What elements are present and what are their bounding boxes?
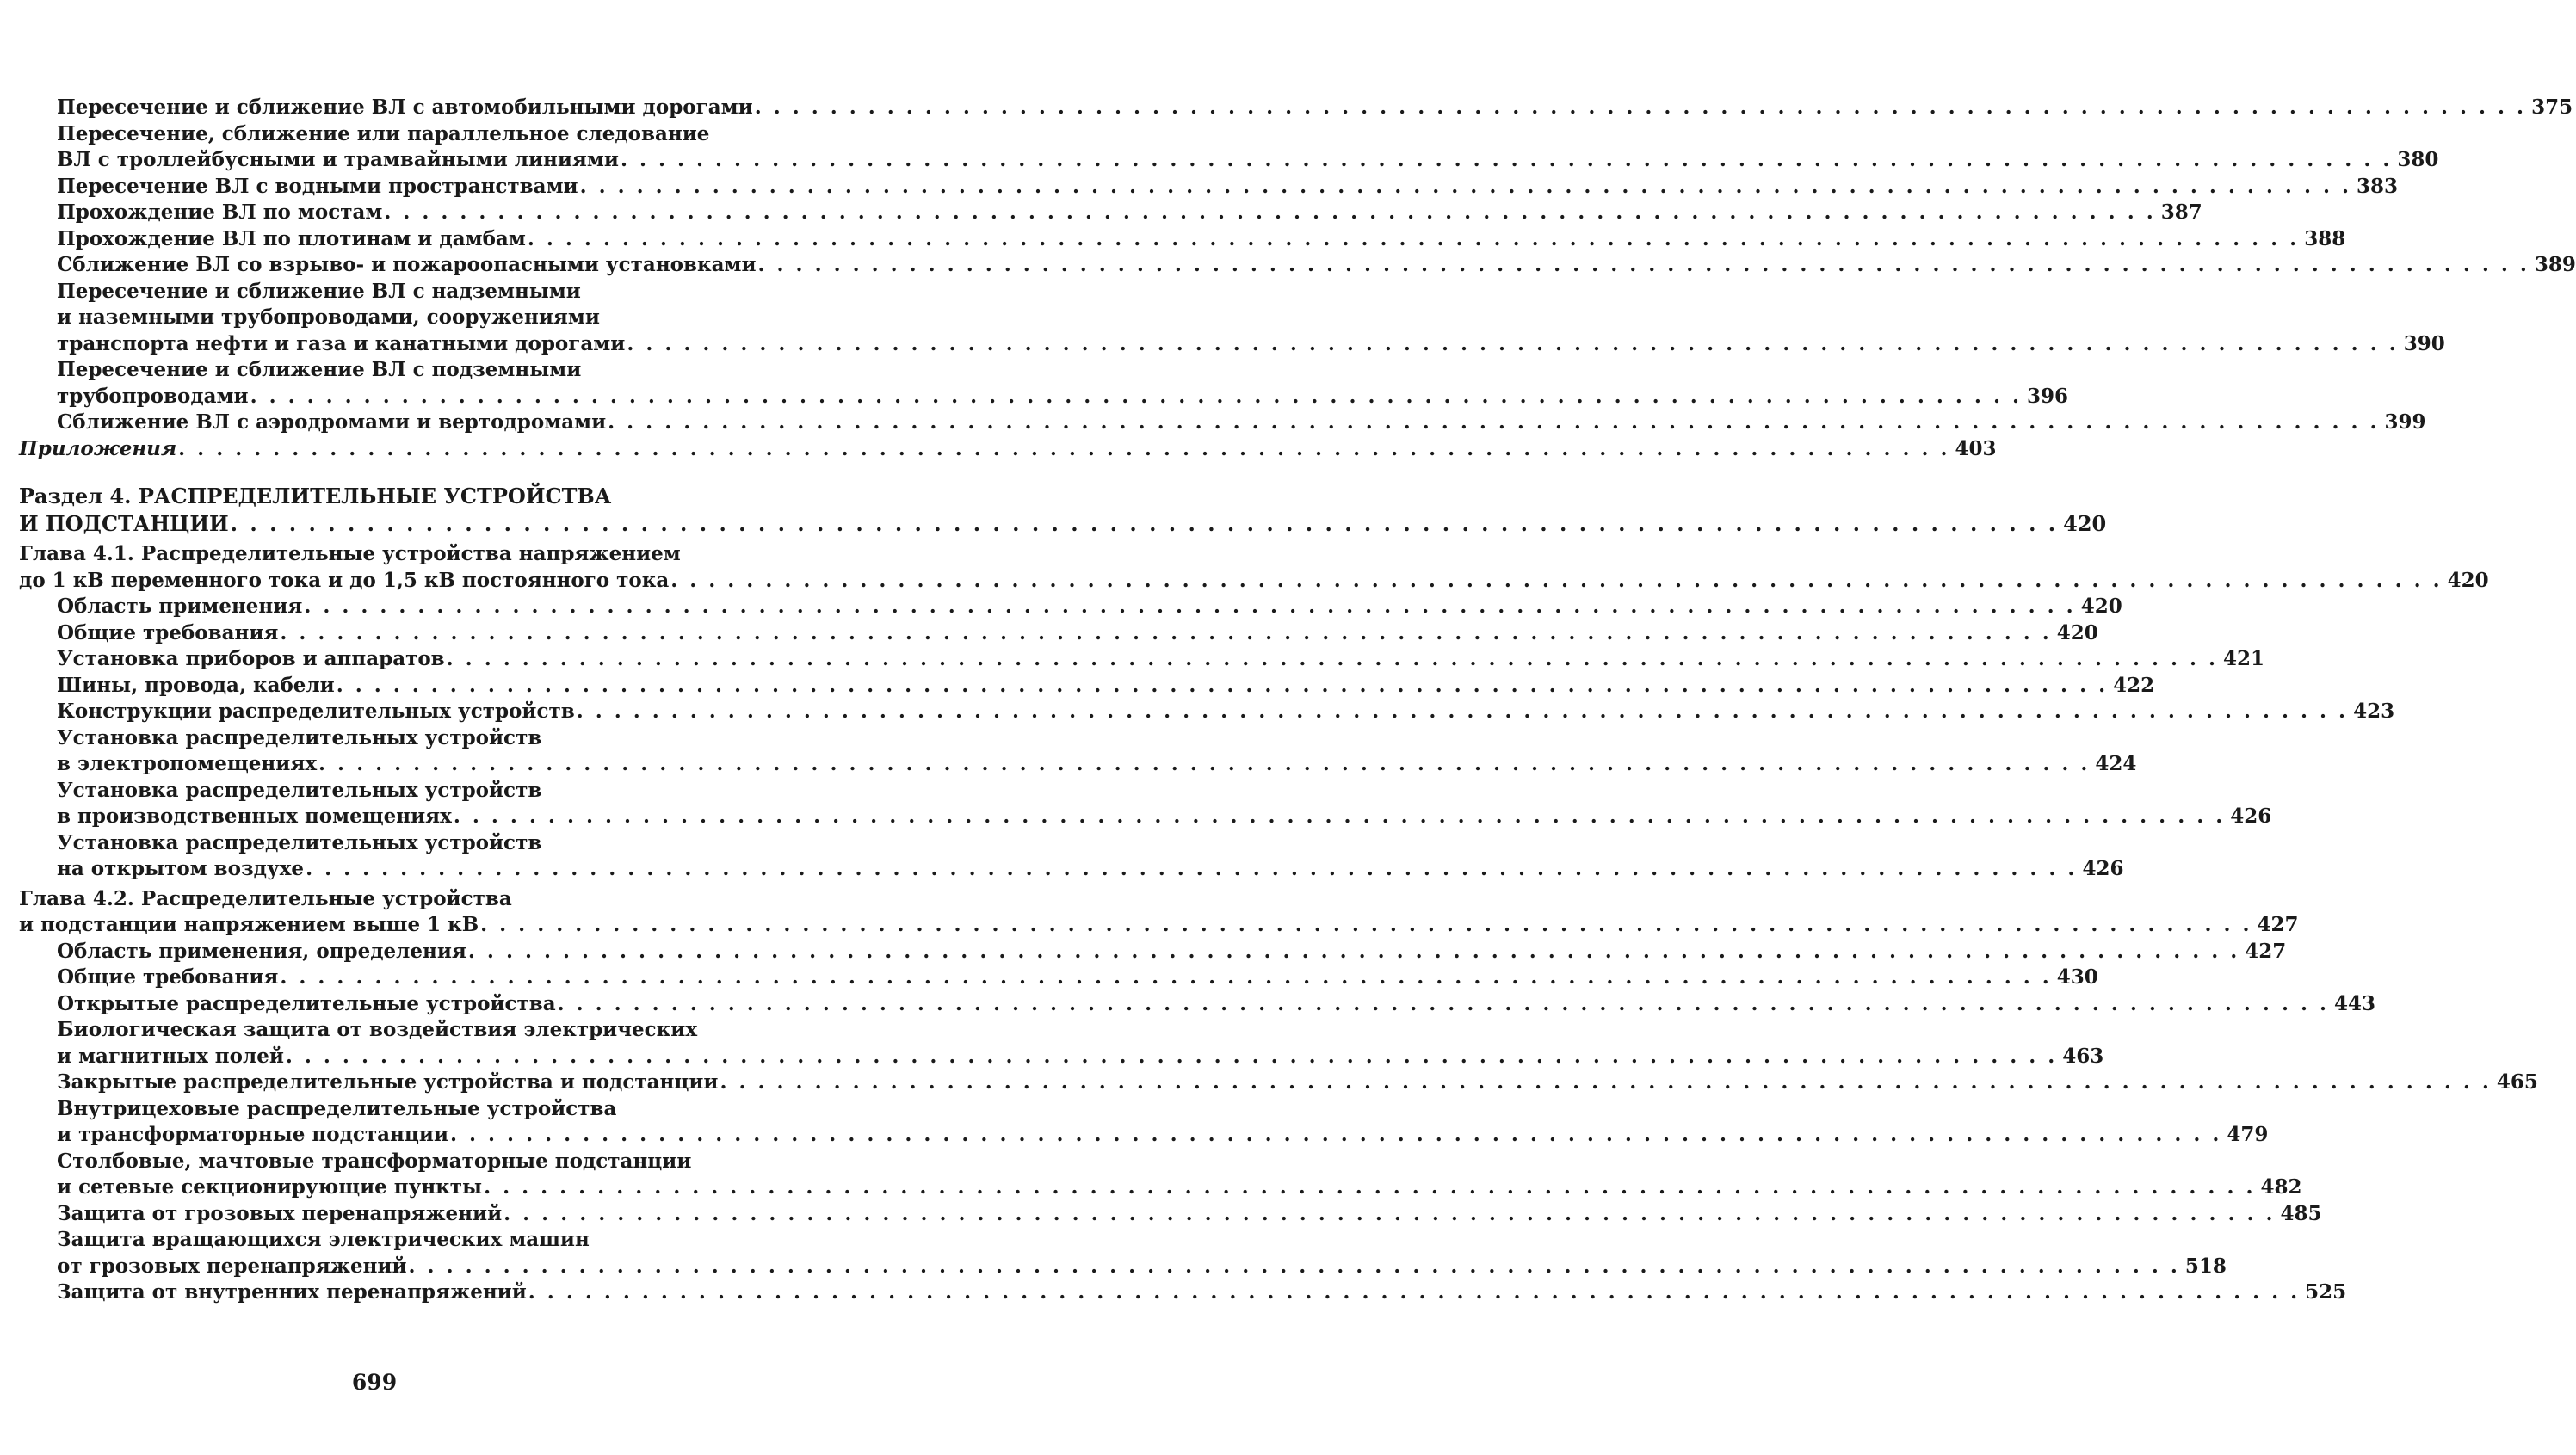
toc-subentry[interactable] bbox=[19, 1201, 2322, 1228]
toc-page-number: 403 bbox=[1955, 436, 1997, 460]
toc-entry-final-line bbox=[57, 856, 2124, 883]
toc-entry-title-line: Глава 4.1. Распределительные устройства напряжением bbox=[19, 542, 681, 565]
toc-page-number: 420 bbox=[2447, 568, 2489, 592]
toc-page-number: 426 bbox=[2230, 805, 2272, 828]
toc-section-heading[interactable] bbox=[19, 483, 2107, 538]
toc-page-number: 427 bbox=[2257, 913, 2299, 936]
toc-entry-title: И ПОДСТАНЦИИ bbox=[19, 511, 229, 536]
toc-entry-final-line bbox=[57, 1122, 2269, 1149]
toc-entry-final-line bbox=[57, 95, 2573, 121]
toc-subentry[interactable] bbox=[19, 1227, 2227, 1279]
dot-leader bbox=[304, 594, 2075, 620]
toc-entry-final-line bbox=[19, 510, 2107, 538]
toc-entry-final-line bbox=[57, 1279, 2347, 1306]
toc-subentry[interactable] bbox=[19, 1017, 2104, 1070]
toc-entry-title: трубопроводами bbox=[57, 384, 249, 408]
dot-leader bbox=[468, 939, 2239, 965]
toc-subentry[interactable] bbox=[19, 594, 2122, 620]
toc-chapter-heading[interactable] bbox=[19, 886, 2299, 939]
toc-chapter-heading[interactable] bbox=[19, 541, 2489, 594]
toc-entry-title: Шины, провода, кабели bbox=[57, 673, 335, 697]
toc-entry-final-line bbox=[57, 965, 2098, 991]
dot-leader bbox=[484, 1174, 2255, 1201]
toc-entry-final-line bbox=[57, 410, 2426, 436]
toc-entry-title: Область применения, определения bbox=[57, 939, 466, 963]
toc-subentry[interactable] bbox=[19, 1149, 2302, 1201]
toc-page-number: 420 bbox=[2063, 511, 2107, 536]
toc-entry-title: Прохождение ВЛ по мостам bbox=[57, 200, 383, 224]
toc-entry-final-line bbox=[57, 252, 2576, 279]
toc-entry-final-line bbox=[57, 331, 2445, 358]
toc-subentry[interactable] bbox=[19, 778, 2272, 830]
toc-entry-title: Открытые распределительные устройства bbox=[57, 991, 556, 1015]
dot-leader bbox=[280, 620, 2051, 647]
toc-subentry[interactable] bbox=[19, 965, 2098, 991]
toc-subentry[interactable] bbox=[19, 226, 2346, 253]
toc-entry-final-line bbox=[57, 646, 2265, 673]
toc-entry-title: Установка приборов и аппаратов bbox=[57, 647, 445, 670]
dot-leader bbox=[231, 510, 2058, 538]
toc-entry-final-line bbox=[57, 673, 2155, 700]
toc-entry-final-line bbox=[57, 751, 2137, 778]
toc-entry-final-line bbox=[57, 804, 2272, 830]
toc-entry-title: Закрытые распределительные устройства и подстанции bbox=[57, 1070, 719, 1094]
toc-subentry[interactable] bbox=[19, 95, 2573, 121]
toc-page-number: 463 bbox=[2062, 1044, 2104, 1068]
toc-subentry[interactable] bbox=[19, 279, 2445, 358]
toc-page-number: 426 bbox=[2082, 857, 2124, 880]
toc-page-number: 390 bbox=[2403, 331, 2445, 355]
toc-page-number: 420 bbox=[2080, 595, 2122, 618]
toc-entry-final-line bbox=[57, 1070, 2538, 1096]
toc-subentry[interactable] bbox=[19, 357, 2068, 410]
dot-leader bbox=[670, 568, 2442, 595]
toc-subentry[interactable] bbox=[19, 1070, 2538, 1096]
dot-leader bbox=[306, 856, 2077, 883]
toc-subentry[interactable] bbox=[19, 939, 2287, 965]
toc-entry-title-line: Пересечение и сближение ВЛ с надземными bbox=[57, 279, 581, 303]
dot-leader bbox=[503, 1201, 2275, 1228]
dot-leader bbox=[558, 991, 2329, 1018]
toc-entry-final-line bbox=[19, 912, 2299, 939]
dot-leader bbox=[755, 95, 2526, 121]
toc-entry-title-line: Биологическая защита от воздействия электрических bbox=[57, 1018, 698, 1041]
dot-leader bbox=[250, 384, 2022, 410]
toc-entry-title: Приложения bbox=[19, 436, 177, 460]
toc-subentry[interactable] bbox=[19, 673, 2155, 700]
toc-subentry[interactable] bbox=[19, 1279, 2347, 1306]
dot-leader bbox=[528, 226, 2299, 253]
dot-leader bbox=[318, 751, 2090, 778]
dot-leader bbox=[384, 200, 2155, 226]
toc-entry-title: Сближение ВЛ со взрыво- и пожароопасными установками bbox=[57, 253, 757, 276]
toc-subentry[interactable] bbox=[19, 200, 2202, 226]
toc-entry-final-line bbox=[57, 200, 2202, 226]
toc-entry-title: и магнитных полей bbox=[57, 1044, 284, 1068]
toc-page-number: 399 bbox=[2384, 410, 2426, 434]
toc-entry-title: в электропомещениях bbox=[57, 752, 318, 775]
toc-entry-title: Защита от внутренних перенапряжений bbox=[57, 1280, 527, 1304]
toc-entry-title-line: Установка распределительных устройств bbox=[57, 778, 542, 802]
toc-entry-title: Общие требования bbox=[57, 965, 279, 989]
toc-page-number: 479 bbox=[2227, 1123, 2269, 1146]
dot-leader bbox=[337, 673, 2108, 700]
toc-entry-final-line bbox=[57, 939, 2287, 965]
toc-page-number: 387 bbox=[2160, 200, 2202, 224]
toc-page-number: 389 bbox=[2534, 253, 2576, 276]
toc-subentry[interactable] bbox=[19, 121, 2439, 174]
toc-entry-title: на открытом воздухе bbox=[57, 857, 305, 880]
toc-entry-final-line bbox=[57, 1254, 2227, 1280]
toc-entry-title: и сетевые секционирующие пункты bbox=[57, 1175, 483, 1199]
toc-subentry[interactable] bbox=[19, 991, 2375, 1018]
toc-entry-title: до 1 кВ переменного тока и до 1,5 кВ постоянного тока bbox=[19, 568, 670, 592]
toc-page-number: 427 bbox=[2245, 939, 2287, 963]
toc-subentry[interactable] bbox=[19, 174, 2398, 200]
dot-leader bbox=[758, 252, 2530, 279]
toc-page-number: 380 bbox=[2397, 148, 2439, 171]
toc-entry-title: Пересечение и сближение ВЛ с автомобильными дорогами bbox=[57, 96, 753, 119]
toc-page-number: 421 bbox=[2223, 647, 2265, 670]
table-of-contents bbox=[19, 95, 2576, 1306]
dot-leader bbox=[409, 1254, 2180, 1280]
toc-entry-final-line bbox=[57, 174, 2398, 200]
toc-entry-title: Сближение ВЛ с аэродромами и вертодромами bbox=[57, 410, 607, 434]
toc-entry-title: ВЛ с троллейбусными и трамвайными линиями bbox=[57, 148, 619, 171]
toc-page-number: 422 bbox=[2113, 673, 2155, 697]
toc-entry-final-line bbox=[57, 991, 2375, 1018]
toc-appendix-entry[interactable] bbox=[19, 436, 1997, 463]
toc-entry-title-line: Столбовые, мачтовые трансформаторные подстанции bbox=[57, 1149, 692, 1173]
page-number: 699 bbox=[351, 1370, 398, 1395]
toc-page-number: 525 bbox=[2305, 1280, 2347, 1304]
toc-entry-final-line bbox=[57, 384, 2068, 410]
toc-entry-title: Общие требования bbox=[57, 620, 279, 644]
toc-subentry[interactable] bbox=[19, 646, 2265, 673]
toc-entry-final-line bbox=[57, 1201, 2322, 1228]
toc-page-number: 420 bbox=[2056, 620, 2098, 644]
dot-leader bbox=[454, 804, 2225, 830]
toc-entry-final-line bbox=[19, 568, 2489, 595]
toc-subentry[interactable] bbox=[19, 620, 2098, 647]
toc-entry-title: Пересечение ВЛ с водными пространствами bbox=[57, 174, 578, 198]
toc-entry-title: Конструкции распределительных устройств bbox=[57, 700, 575, 723]
toc-page-number: 375 bbox=[2531, 96, 2573, 119]
dot-leader bbox=[577, 699, 2348, 725]
toc-entry-title-line: Пересечение, сближение или параллельное следование bbox=[57, 121, 710, 145]
toc-entry-title-line: и наземными трубопроводами, сооружениями bbox=[57, 305, 600, 329]
toc-entry-title-line: Раздел 4. РАСПРЕДЕЛИТЕЛЬНЫЕ УСТРОЙСТВА bbox=[19, 484, 612, 509]
toc-entry-final-line bbox=[57, 147, 2439, 174]
dot-leader bbox=[450, 1122, 2221, 1149]
toc-entry-title: Область применения bbox=[57, 595, 303, 618]
toc-entry-final-line bbox=[57, 620, 2098, 647]
toc-entry-title-line: Глава 4.2. Распределительные устройства bbox=[19, 886, 512, 910]
dot-leader bbox=[280, 965, 2051, 991]
toc-page-number: 482 bbox=[2260, 1175, 2302, 1199]
dot-leader bbox=[480, 912, 2252, 939]
toc-entry-final-line bbox=[57, 226, 2346, 253]
toc-entry-title-line: Установка распределительных устройств bbox=[57, 830, 542, 854]
dot-leader bbox=[608, 410, 2379, 436]
toc-entry-title: и трансформаторные подстанции bbox=[57, 1123, 449, 1146]
dot-leader bbox=[528, 1279, 2300, 1306]
toc-page-number: 383 bbox=[2356, 174, 2398, 198]
toc-entry-title: и подстанции напряжением выше 1 кВ bbox=[19, 913, 479, 936]
dot-leader bbox=[720, 1070, 2492, 1096]
toc-page-number: 485 bbox=[2280, 1201, 2322, 1225]
toc-page-number: 396 bbox=[2026, 384, 2068, 408]
toc-entry-final-line bbox=[57, 594, 2122, 620]
toc-entry-title: транспорта нефти и газа и канатными дорогами bbox=[57, 331, 626, 355]
toc-page-number: 423 bbox=[2353, 700, 2395, 723]
dot-leader bbox=[621, 147, 2392, 174]
toc-subentry[interactable] bbox=[19, 830, 2124, 883]
dot-leader bbox=[178, 436, 1949, 463]
toc-entry-title: Защита от грозовых перенапряжений bbox=[57, 1201, 503, 1225]
toc-subentry[interactable] bbox=[19, 252, 2576, 279]
toc-page-number: 430 bbox=[2056, 965, 2098, 989]
dot-leader bbox=[580, 174, 2351, 200]
toc-entry-title-line: Внутрицеховые распределительные устройства bbox=[57, 1096, 617, 1120]
toc-entry-title-line: Защита вращающихся электрических машин bbox=[57, 1228, 590, 1251]
toc-entry-title: от грозовых перенапряжений bbox=[57, 1254, 407, 1278]
toc-entry-final-line bbox=[57, 1174, 2302, 1201]
toc-page-number: 443 bbox=[2333, 991, 2375, 1015]
toc-page-number: 424 bbox=[2095, 752, 2137, 775]
toc-subentry[interactable] bbox=[19, 1096, 2269, 1149]
toc-page-number: 518 bbox=[2184, 1254, 2227, 1278]
toc-entry-title-line: Пересечение и сближение ВЛ с подземными bbox=[57, 358, 582, 381]
dot-leader bbox=[286, 1044, 2057, 1070]
toc-subentry[interactable] bbox=[19, 725, 2137, 778]
toc-subentry[interactable] bbox=[19, 410, 2426, 436]
toc-entry-final-line bbox=[57, 699, 2395, 725]
dot-leader bbox=[447, 646, 2218, 673]
toc-entry-title: в производственных помещениях bbox=[57, 805, 452, 828]
toc-entry-title-line: Установка распределительных устройств bbox=[57, 725, 542, 749]
toc-entry-final-line bbox=[57, 1044, 2104, 1070]
toc-subentry[interactable] bbox=[19, 699, 2395, 725]
toc-entry-title: Прохождение ВЛ по плотинам и дамбам bbox=[57, 226, 526, 250]
toc-page-number: 465 bbox=[2496, 1070, 2538, 1094]
toc-page-number: 388 bbox=[2304, 226, 2346, 250]
dot-leader bbox=[627, 331, 2398, 358]
toc-entry-final-line bbox=[19, 436, 1997, 463]
